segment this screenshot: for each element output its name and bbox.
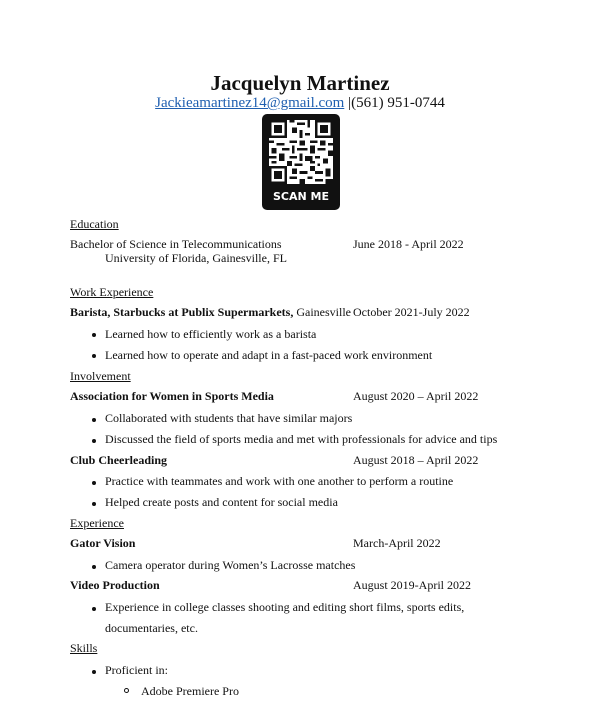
bullet-dot bbox=[92, 333, 96, 337]
work-bullet: Learned how to operate and adapt in a fast-paced work environment bbox=[105, 348, 433, 362]
skills-bullet: Proficient in: bbox=[105, 663, 168, 677]
qr-code-pattern bbox=[269, 120, 333, 184]
phone-number: (561) 951-0744 bbox=[351, 95, 445, 111]
experience-bullet-continuation: documentaries, etc. bbox=[105, 621, 198, 635]
work-heading: Work Experience bbox=[70, 285, 154, 299]
involvement-bullet: Discussed the field of sports media and met with professionals for advice and tips bbox=[105, 432, 498, 446]
involvement-bullet: Helped create posts and content for social media bbox=[105, 495, 338, 509]
email-link[interactable]: Jackieamartinez14@gmail.com bbox=[155, 95, 345, 111]
bullet-dot bbox=[92, 439, 96, 443]
involvement-bullet: Collaborated with students that have similar majors bbox=[105, 411, 353, 425]
work-dates: October 2021-July 2022 bbox=[353, 305, 470, 319]
work-location: Gainesville bbox=[296, 305, 352, 319]
bullet-dot bbox=[92, 418, 96, 422]
skills-sub-item: Adobe Premiere Pro bbox=[141, 684, 239, 698]
education-dates: June 2018 - April 2022 bbox=[353, 237, 464, 251]
experience-heading: Experience bbox=[70, 516, 124, 530]
contact-line bbox=[0, 94, 600, 112]
skills-heading: Skills bbox=[70, 641, 98, 655]
qr-label: SCAN ME bbox=[272, 190, 329, 203]
education-heading: Education bbox=[70, 217, 119, 231]
work-entry bbox=[70, 305, 351, 320]
involvement-heading: Involvement bbox=[70, 369, 131, 383]
education-school: University of Florida, Gainesville, FL bbox=[105, 251, 287, 265]
experience-bullet: Camera operator during Women’s Lacrosse matches bbox=[105, 558, 356, 572]
bullet-dot bbox=[92, 670, 96, 674]
qr-code[interactable] bbox=[262, 114, 340, 210]
bullet-dot bbox=[92, 502, 96, 506]
involvement-bullet: Practice with teammates and work with one another to perform a routine bbox=[105, 474, 454, 488]
involvement-dates: August 2018 – April 2022 bbox=[353, 453, 479, 467]
experience-bullet: Experience in college classes shooting and editing short films, sports edits, bbox=[105, 600, 465, 614]
work-bullet: Learned how to efficiently work as a barista bbox=[105, 327, 317, 341]
bullet-dot bbox=[92, 565, 96, 569]
bullet-dot bbox=[92, 607, 96, 611]
bullet-dot bbox=[92, 354, 96, 358]
sub-bullet-circle bbox=[124, 688, 129, 693]
involvement-dates: August 2020 – April 2022 bbox=[353, 389, 479, 403]
contact-separator: | bbox=[348, 95, 352, 111]
education-degree: Bachelor of Science in Telecommunications bbox=[70, 237, 282, 251]
experience-dates: March-April 2022 bbox=[353, 536, 441, 550]
work-title: Barista, Starbucks at Publix Supermarkets, bbox=[70, 305, 294, 319]
bullet-dot bbox=[92, 481, 96, 485]
experience-dates: August 2019-April 2022 bbox=[353, 578, 471, 592]
involvement-title: Club Cheerleading bbox=[70, 453, 168, 467]
involvement-title: Association for Women in Sports Media bbox=[70, 389, 274, 403]
resume-name: Jacquelyn Martinez bbox=[210, 71, 390, 95]
experience-title: Video Production bbox=[70, 578, 160, 592]
experience-title: Gator Vision bbox=[70, 536, 136, 550]
